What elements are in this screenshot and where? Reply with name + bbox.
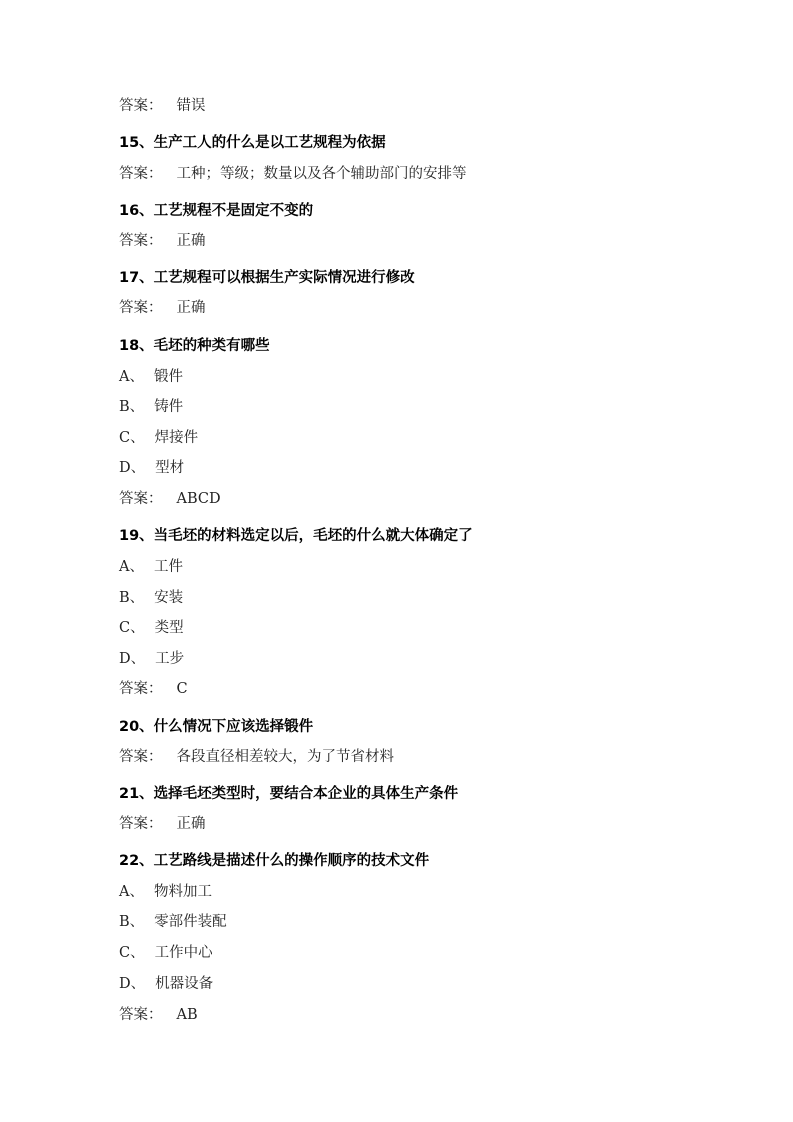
- answer-label: 答案：: [119, 816, 163, 832]
- answer-line: [119, 298, 206, 318]
- option-key: C、: [119, 620, 145, 636]
- option-text: 工步: [155, 651, 185, 667]
- option-key: A、: [119, 559, 144, 575]
- answer-label: 答案：: [119, 98, 163, 114]
- answer-text: 正确: [176, 816, 206, 832]
- answer-line: [119, 231, 206, 251]
- option-key: B、: [119, 590, 145, 606]
- answer-text: C: [176, 681, 188, 697]
- answer-label: 答案：: [119, 233, 163, 249]
- option-text: 锻件: [153, 369, 183, 385]
- answer-text: 工种；等级；数量以及各个辅助部门的安排等: [176, 166, 467, 182]
- option-text: 型材: [155, 460, 185, 476]
- answer-label: 答案：: [119, 300, 163, 316]
- answer-text: 正确: [176, 233, 206, 249]
- question-title: 18、毛坯的种类有哪些: [119, 338, 270, 354]
- answer-text: ABCD: [176, 491, 221, 507]
- option-item: [119, 397, 183, 417]
- answer-text: 错误: [176, 98, 206, 114]
- question-title: 20、什么情况下应该选择锻件: [119, 719, 314, 735]
- option-item: [119, 588, 183, 608]
- option-item: [119, 882, 212, 902]
- option-text: 类型: [154, 620, 184, 636]
- option-text: 工件: [153, 559, 183, 575]
- question-title: 16、工艺规程不是固定不变的: [119, 203, 314, 219]
- answer-line: [119, 814, 206, 834]
- answer-line: [119, 1005, 198, 1025]
- answer-text: 各段直径相差较大，为了节省材料: [176, 749, 394, 765]
- question-title: 19、当毛坯的材料选定以后，毛坯的什么就大体确定了: [119, 528, 473, 544]
- option-text: 铸件: [154, 399, 184, 415]
- question-title: 15、生产工人的什么是以工艺规程为依据: [119, 135, 386, 151]
- option-item: [119, 943, 213, 963]
- option-item: [119, 557, 183, 577]
- option-key: D、: [119, 651, 146, 667]
- option-key: C、: [119, 945, 145, 961]
- option-key: D、: [119, 976, 146, 992]
- option-item: [119, 912, 227, 932]
- option-text: 工作中心: [154, 945, 213, 961]
- option-item: [119, 458, 184, 478]
- answer-line: [119, 679, 188, 699]
- option-item: [119, 367, 183, 387]
- question-title: 22、工艺路线是描述什么的操作顺序的技术文件: [119, 853, 430, 869]
- option-item: [119, 974, 213, 994]
- option-key: A、: [119, 369, 144, 385]
- option-text: 焊接件: [154, 430, 199, 446]
- option-key: C、: [119, 430, 145, 446]
- option-item: [119, 649, 184, 669]
- option-item: [119, 428, 198, 448]
- question-title: 17、工艺规程可以根据生产实际情况进行修改: [119, 270, 415, 286]
- answer-line: [119, 96, 206, 116]
- option-key: A、: [119, 884, 144, 900]
- option-text: 物料加工: [153, 884, 212, 900]
- option-item: [119, 618, 184, 638]
- option-text: 零部件装配: [154, 914, 227, 930]
- answer-label: 答案：: [119, 166, 163, 182]
- answer-label: 答案：: [119, 491, 163, 507]
- option-text: 安装: [154, 590, 184, 606]
- answer-text: AB: [176, 1007, 198, 1023]
- option-text: 机器设备: [155, 976, 214, 992]
- answer-label: 答案：: [119, 1007, 163, 1023]
- answer-line: [119, 164, 467, 184]
- option-key: B、: [119, 914, 145, 930]
- answer-line: [119, 489, 221, 509]
- option-key: D、: [119, 460, 146, 476]
- question-title: 21、选择毛坯类型时，要结合本企业的具体生产条件: [119, 786, 459, 802]
- answer-line: [119, 747, 394, 767]
- answer-label: 答案：: [119, 681, 163, 697]
- option-key: B、: [119, 399, 145, 415]
- answer-label: 答案：: [119, 749, 163, 765]
- answer-text: 正确: [176, 300, 206, 316]
